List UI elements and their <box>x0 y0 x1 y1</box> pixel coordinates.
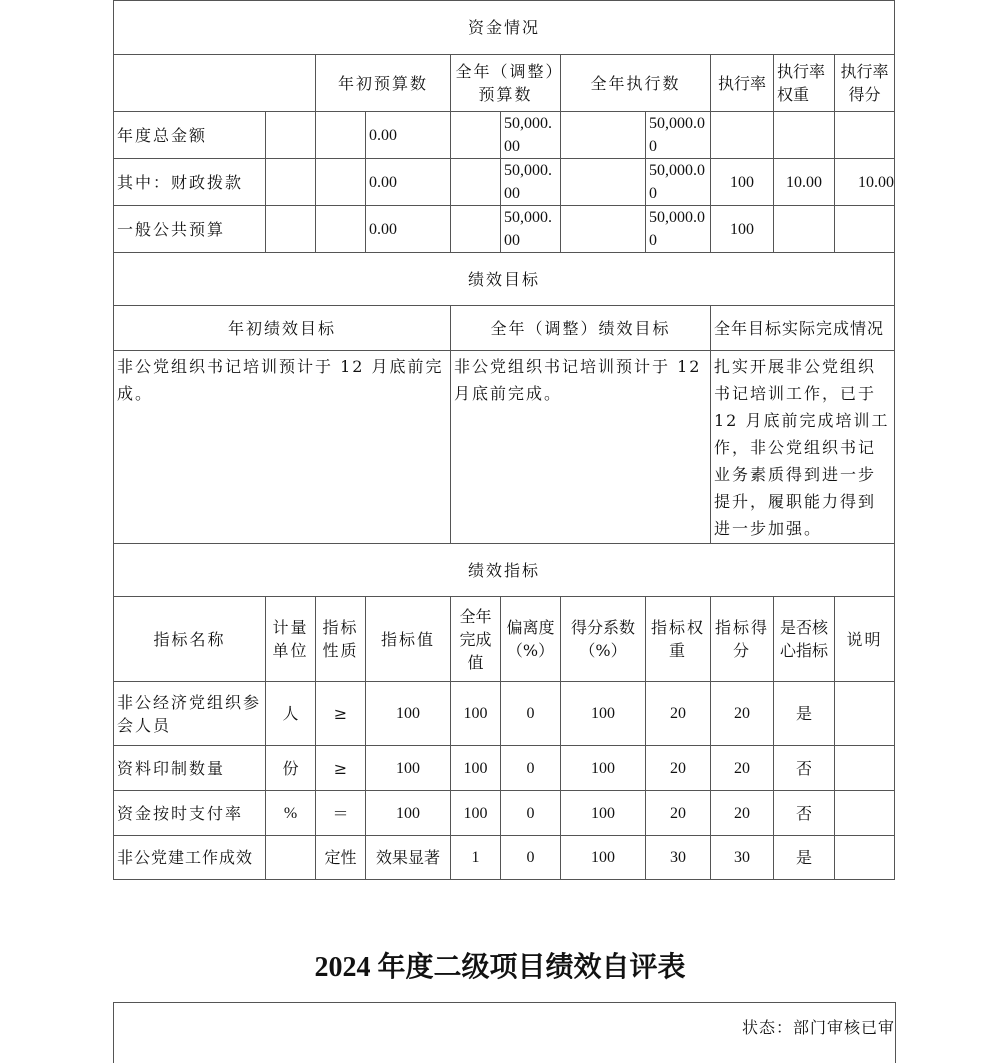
funds-row-executed: 50,000.00 <box>646 206 711 253</box>
empty-cell <box>316 206 366 253</box>
indicators-header-target: 指标值 <box>366 597 451 682</box>
funds-header-exec-weight: 执行率权重 <box>774 55 835 112</box>
indicators-section-title: 绩效指标 <box>114 544 895 597</box>
indicator-name: 非公党建工作成效 <box>114 836 266 880</box>
indicators-header-deviation: 偏离度（%） <box>501 597 561 682</box>
funds-row-score <box>835 112 895 159</box>
goals-header-initial: 年初绩效目标 <box>114 306 451 351</box>
funds-header-initial-budget: 年初预算数 <box>316 55 451 112</box>
indicators-header-score: 指标得分 <box>711 597 774 682</box>
funds-row-score <box>835 206 895 253</box>
indicator-name: 资金按时支付率 <box>114 791 266 836</box>
funds-row-weight <box>774 112 835 159</box>
funds-section-title: 资金情况 <box>114 1 895 55</box>
indicator-nature: 定性 <box>316 836 366 880</box>
empty-cell <box>316 112 366 159</box>
review-status: 状态：部门审核已审 <box>741 1018 895 1037</box>
indicator-deviation: 0 <box>501 836 561 880</box>
funds-row-executed: 50,000.00 <box>646 112 711 159</box>
indicators-header-name: 指标名称 <box>114 597 266 682</box>
indicator-unit: 人 <box>266 682 316 746</box>
indicator-deviation: 0 <box>501 791 561 836</box>
indicators-header-coef: 得分系数（%） <box>561 597 646 682</box>
indicator-target: 100 <box>366 746 451 791</box>
indicator-core: 否 <box>774 791 835 836</box>
funds-row-adjusted: 50,000.00 <box>501 159 561 206</box>
indicator-score: 20 <box>711 791 774 836</box>
empty-cell <box>451 112 501 159</box>
indicators-header-note: 说明 <box>835 597 895 682</box>
funds-row-initial: 0.00 <box>366 159 451 206</box>
funds-row-rate: 100 <box>711 206 774 253</box>
goals-actual-text: 扎实开展非公党组织书记培训工作，已于 12 月底前完成培训工作，非公党组织书记业务素质得到进一步提升，履职能力得到进一步加强。 <box>711 351 895 544</box>
next-form-title: 2024 年度二级项目绩效自评表 <box>314 952 686 983</box>
indicator-deviation: 0 <box>501 746 561 791</box>
indicator-nature: ≥ <box>316 682 366 746</box>
indicator-note <box>835 836 895 880</box>
indicators-header-weight: 指标权重 <box>646 597 711 682</box>
indicator-nature: ≥ <box>316 746 366 791</box>
empty-cell <box>561 159 646 206</box>
indicators-header-actual: 全年完成值 <box>451 597 501 682</box>
indicator-nature: ＝ <box>316 791 366 836</box>
indicator-target: 效果显著 <box>366 836 451 880</box>
indicator-core: 否 <box>774 746 835 791</box>
indicator-score: 30 <box>711 836 774 880</box>
empty-cell <box>266 112 316 159</box>
funds-row-initial: 0.00 <box>366 112 451 159</box>
goals-section-title: 绩效目标 <box>114 253 895 306</box>
indicators-header-row <box>114 597 895 682</box>
indicator-target: 100 <box>366 682 451 746</box>
empty-cell <box>561 206 646 253</box>
indicator-row <box>114 746 895 791</box>
indicator-unit: % <box>266 791 316 836</box>
funds-row-rate <box>711 112 774 159</box>
next-form-table <box>113 1002 896 1063</box>
goals-header-adjusted: 全年（调整）绩效目标 <box>451 306 711 351</box>
indicator-note <box>835 682 895 746</box>
funds-header-adjusted-budget: 全年（调整）预算数 <box>451 55 561 112</box>
funds-row-adjusted: 50,000.00 <box>501 112 561 159</box>
goals-header-actual: 全年目标实际完成情况 <box>711 306 895 351</box>
indicators-header-unit: 计量单位 <box>266 597 316 682</box>
goals-initial-text: 非公党组织书记培训预计于 12 月底前完成。 <box>114 351 451 544</box>
indicator-coef: 100 <box>561 836 646 880</box>
indicator-row <box>114 836 895 880</box>
indicator-coef: 100 <box>561 791 646 836</box>
funds-row <box>114 159 895 206</box>
indicator-coef: 100 <box>561 682 646 746</box>
indicator-weight: 20 <box>646 682 711 746</box>
indicator-actual: 1 <box>451 836 501 880</box>
funds-row-label: 年度总金额 <box>114 112 266 159</box>
indicator-core: 是 <box>774 836 835 880</box>
indicator-weight: 30 <box>646 836 711 880</box>
funds-header-blank <box>114 55 316 112</box>
funds-row-adjusted: 50,000.00 <box>501 206 561 253</box>
indicator-unit: 份 <box>266 746 316 791</box>
indicator-name: 非公经济党组织参会人员 <box>114 682 266 746</box>
indicators-header-nature: 指标性质 <box>316 597 366 682</box>
indicator-note <box>835 791 895 836</box>
indicator-core: 是 <box>774 682 835 746</box>
funds-header-executed: 全年执行数 <box>561 55 711 112</box>
funds-row <box>114 112 895 159</box>
funds-row-initial: 0.00 <box>366 206 451 253</box>
indicator-score: 20 <box>711 682 774 746</box>
indicator-actual: 100 <box>451 682 501 746</box>
funds-row <box>114 206 895 253</box>
indicator-name: 资料印制数量 <box>114 746 266 791</box>
empty-cell <box>266 159 316 206</box>
empty-cell <box>451 159 501 206</box>
funds-header-exec-rate: 执行率 <box>711 55 774 112</box>
goals-adjusted-text: 非公党组织书记培训预计于 12 月底前完成。 <box>451 351 711 544</box>
indicator-weight: 20 <box>646 746 711 791</box>
performance-table <box>113 0 895 880</box>
empty-cell <box>561 112 646 159</box>
indicator-score: 20 <box>711 746 774 791</box>
funds-row-weight <box>774 206 835 253</box>
funds-row-executed: 50,000.00 <box>646 159 711 206</box>
empty-cell <box>316 159 366 206</box>
indicator-target: 100 <box>366 791 451 836</box>
funds-row-score: 10.00 <box>835 159 895 206</box>
funds-row-rate: 100 <box>711 159 774 206</box>
indicator-note <box>835 746 895 791</box>
indicator-row <box>114 682 895 746</box>
funds-row-label: 其中：财政拨款 <box>114 159 266 206</box>
indicator-coef: 100 <box>561 746 646 791</box>
empty-cell <box>451 206 501 253</box>
indicator-actual: 100 <box>451 746 501 791</box>
funds-row-weight: 10.00 <box>774 159 835 206</box>
indicator-row <box>114 791 895 836</box>
indicator-unit <box>266 836 316 880</box>
empty-cell <box>266 206 316 253</box>
indicators-header-core: 是否核心指标 <box>774 597 835 682</box>
indicator-actual: 100 <box>451 791 501 836</box>
indicator-deviation: 0 <box>501 682 561 746</box>
funds-header-exec-score: 执行率得分 <box>835 55 895 112</box>
funds-row-label: 一般公共预算 <box>114 206 266 253</box>
indicator-weight: 20 <box>646 791 711 836</box>
